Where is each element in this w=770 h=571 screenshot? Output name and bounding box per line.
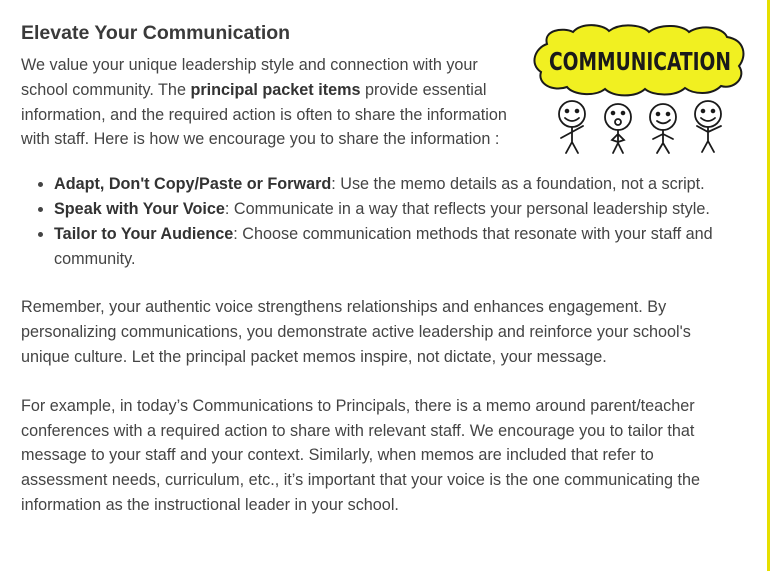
list-item [54,222,736,272]
list-item-text: : Use the memo details as a foundation, not a script. [331,175,705,194]
list-item-bold: Speak with Your Voice [54,199,225,218]
tips-list [21,172,736,271]
page-title: Elevate Your Communication [21,22,291,44]
speech-bubble-icon [534,25,743,95]
list-item-text: : Communicate in a way that reflects your personal leadership style. [224,199,710,218]
example-paragraph: For example, in today’s Communications to Principals, there is a memo around parent/teacher conferences with a required action to share with relevant staff. We encourage you to tailor that message to your staff and your context. Similarly, when memos are included that refer to assessment needs, curriculum, etc., it’s important that your voice is the one communicating the information as the instructional leader in your school. [21,396,700,514]
intro-bold: principal packet items [190,80,361,99]
intro-text-2: provide essential information, and the required action is often to share the information with staff. Here is how we encourage you to share the information : [21,80,507,149]
list-item [54,172,736,197]
list-item [54,197,736,222]
list-item-text: : Choose communication methods that resonate with your staff and community. [54,224,713,268]
intro-paragraph [21,53,511,152]
bubble-word: COMMUNICATION [549,47,731,76]
stick-figures-icon [559,101,721,153]
list-item-bold: Tailor to Your Audience [54,224,234,243]
intro-text-1: We value your unique leadership style and connection with your school community. The [21,56,478,99]
remember-paragraph: Remember, your authentic voice strengthens relationships and enhances engagement. By personalizing communications, you demonstrate active leadership and reinforce your school's unique culture. Let the principal packet memos inspire, not dictate, your message. [21,298,691,366]
communication-illustration [533,22,747,156]
list-item-bold: Adapt, Don't Copy/Paste or Forward [54,175,332,194]
